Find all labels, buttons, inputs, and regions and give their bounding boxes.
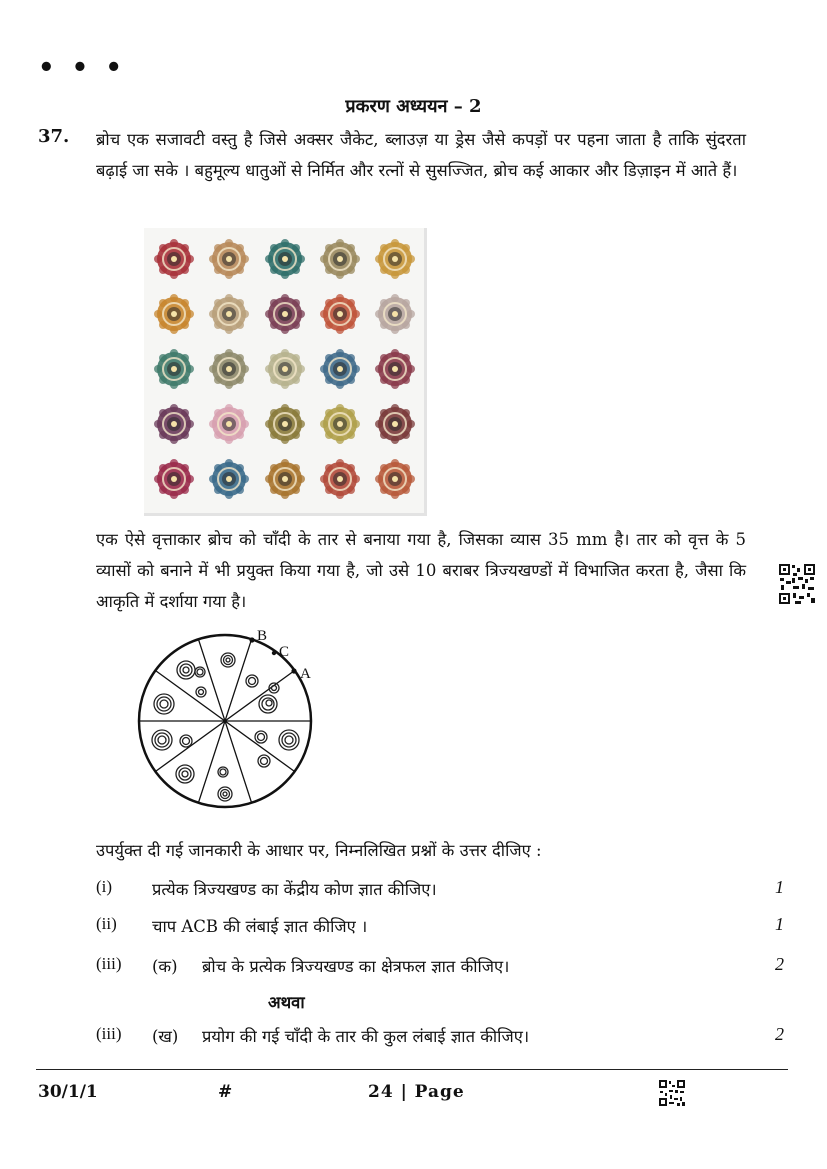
subquestion-number: (i) [96,877,113,896]
subquestion-number: (ii) [96,914,117,933]
subquestion-number: (iii) [96,1024,122,1043]
brooch-row-3 [154,349,415,389]
paper-code: 30/1/1 [38,1082,98,1102]
subquestion-marks: 1 [775,914,784,934]
subquestion-i [96,877,786,903]
subquestion-text: प्रयोग की गई चाँदी के तार की कुल लंबाई ज्ञात कीजिए। [202,1027,530,1046]
question-intro: ब्रोच एक सजावटी वस्तु है जिसे अक्सर जैकेट, ब्लाउज़ या ड्रेस जैसे कपड़ों पर पहना जाता है ताकि सुंदरता बढ़ाई जा सके । बहुमूल्य धातुओं से निर्मित और रत्नों से सुसज्जित, ब्रोच कई आकार और डिज़ाइन में आते हैं। [96,130,746,180]
brooch-row-2 [154,294,415,334]
instruction-text: उपर्युक्त दी गई जानकारी के आधार पर, निम्नलिखित प्रश्नों के उत्तर दीजिए : [96,841,542,860]
footer-qr-code-icon [658,1079,686,1107]
brooch-grid-image [144,228,424,513]
subquestion-option: (क) [152,957,178,976]
or-separator: अथवा [268,993,305,1012]
brooch-photo [144,228,427,516]
label-c: C [279,644,290,660]
brooch-row-1 [154,239,415,279]
section-heading: प्रकरण अध्ययन – 2 [345,96,482,117]
brooch-row-5 [154,459,415,499]
subquestion-text: प्रत्येक त्रिज्यखण्ड का केंद्रीय कोण ज्ञात कीजिए। [152,880,437,899]
subquestion-iii-a [96,954,786,980]
subquestion-marks: 1 [775,877,784,897]
brooch-circle-diagram [128,624,328,814]
footer-divider [36,1069,788,1070]
subquestion-text: ब्रोच के प्रत्येक त्रिज्यखण्ड का क्षेत्रफल ज्ञात कीजिए। [202,957,510,976]
footer-hash: # [218,1082,233,1102]
subquestion-iii-b [96,1024,786,1050]
subquestion-number: (iii) [96,954,122,973]
subquestion-option: (ख) [152,1027,179,1046]
question-number: 37. [38,126,70,147]
page-number: 24 | Page [368,1082,465,1102]
subquestion-marks: 2 [775,954,784,974]
brooch-row-4 [154,404,415,444]
subquestion-ii [96,914,786,940]
label-b: B [257,628,268,644]
label-a: A [300,666,311,682]
subquestion-marks: 2 [775,1024,784,1044]
question-description: एक ऐसे वृत्ताकार ब्रोच को चाँदी के तार से बनाया गया है, जिसका व्यास 35 mm है। तार को वृत्त के 5 व्यासों को बनाने में भी प्रयुक्त किया गया है, जो उसे 10 बराबर त्रिज्यखण्डों में विभाजित करता है, जैसा कि आकृति में दर्शाया गया है। [96,530,746,611]
qr-code-icon [778,563,816,605]
subquestion-text: चाप ACB की लंबाई ज्ञात कीजिए । [152,917,368,936]
header-dots: • • • [38,53,126,83]
